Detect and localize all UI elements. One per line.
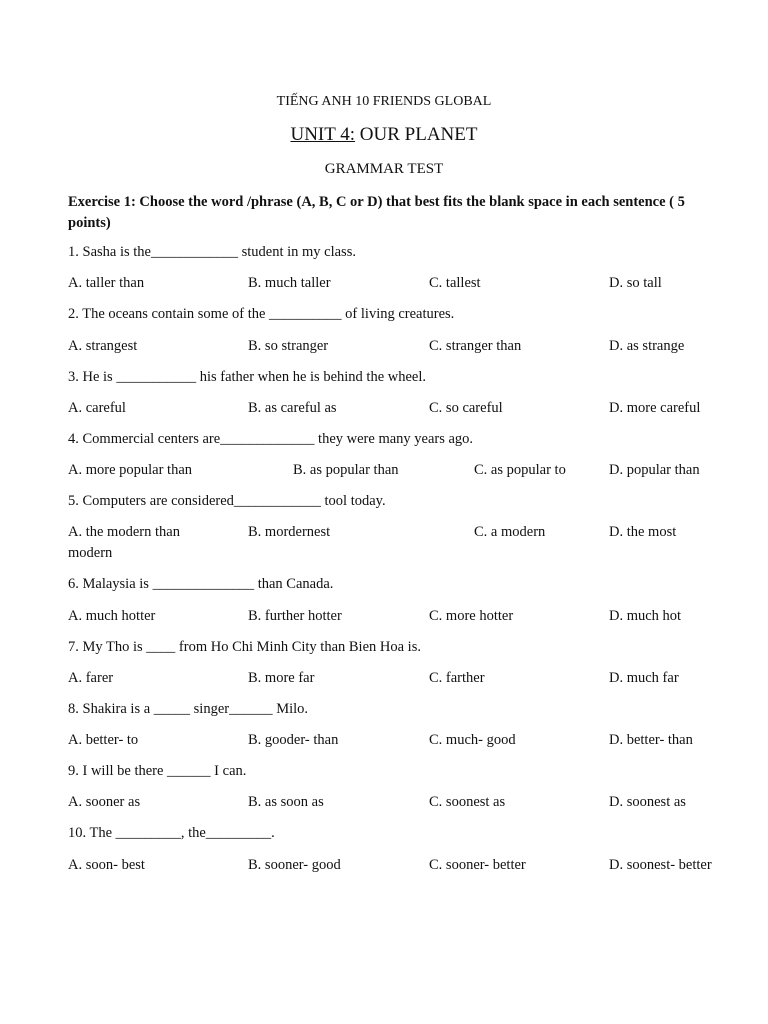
- option-2a: A. strangest: [68, 338, 138, 354]
- option-7a: A. farer: [68, 670, 114, 686]
- question-3: 3. He is ___________ his father when he is behind the wheel.: [68, 369, 426, 385]
- test-type-heading: GRAMMAR TEST: [324, 161, 444, 177]
- option-1c: C. tallest: [429, 275, 481, 291]
- unit-heading: [0, 124, 768, 146]
- question-5: 5. Computers are considered____________ tool today.: [68, 493, 386, 509]
- option-5d-line2: modern: [68, 545, 113, 561]
- question-4: 4. Commercial centers are_____________ they were many years ago.: [68, 431, 474, 447]
- option-8c: C. much- good: [429, 732, 516, 748]
- option-9c: C. soonest as: [429, 794, 506, 810]
- option-8d: D. better- than: [609, 732, 693, 748]
- option-10d: D. soonest- better: [609, 857, 712, 873]
- option-7d: D. much far: [609, 670, 679, 686]
- option-9a: A. sooner as: [68, 794, 141, 810]
- option-3a: A. careful: [68, 400, 126, 416]
- question-9: 9. I will be there ______ I can.: [68, 763, 247, 779]
- option-5c: C. a modern: [474, 524, 546, 540]
- option-2c: C. stranger than: [429, 338, 522, 354]
- option-4a: A. more popular than: [68, 462, 193, 478]
- option-4b: B. as popular than: [293, 462, 399, 478]
- option-8a: A. better- to: [68, 732, 139, 748]
- option-8b: B. gooder- than: [248, 732, 339, 748]
- option-3c: C. so careful: [429, 400, 503, 416]
- option-5d-line1: D. the most: [609, 524, 677, 540]
- option-3d: D. more careful: [609, 400, 701, 416]
- option-3b: B. as careful as: [248, 400, 337, 416]
- option-6c: C. more hotter: [429, 608, 514, 624]
- option-5a: A. the modern than: [68, 524, 180, 540]
- option-1b: B. much taller: [248, 275, 331, 291]
- option-9b: B. as soon as: [248, 794, 324, 810]
- question-2: 2. The oceans contain some of the __________ of living creatures.: [68, 306, 455, 322]
- option-1a: A. taller than: [68, 275, 145, 291]
- question-6: 6. Malaysia is ______________ than Canada.: [68, 576, 334, 592]
- option-6b: B. further hotter: [248, 608, 342, 624]
- option-5b: B. mordernest: [248, 524, 331, 540]
- option-7b: B. more far: [248, 670, 315, 686]
- question-1: 1. Sasha is the____________ student in my class.: [68, 244, 356, 260]
- option-10c: C. sooner- better: [429, 857, 526, 873]
- exercise-instruction: Exercise 1: Choose the word /phrase (A, B, C or D) that best fits the blank space in each sentence ( 5 points): [68, 194, 685, 231]
- option-4d: D. popular than: [609, 462, 700, 478]
- option-4c: C. as popular to: [474, 462, 566, 478]
- option-6d: D. much hot: [609, 608, 682, 624]
- question-8: 8. Shakira is a _____ singer______ Milo.: [68, 701, 309, 717]
- option-10b: B. sooner- good: [248, 857, 341, 873]
- question-7: 7. My Tho is ____ from Ho Chi Minh City than Bien Hoa is.: [68, 639, 421, 655]
- option-10a: A. soon- best: [68, 857, 145, 873]
- option-9d: D. soonest as: [609, 794, 686, 810]
- question-10: 10. The _________, the_________.: [68, 825, 275, 841]
- option-2d: D. as strange: [609, 338, 685, 354]
- option-2b: B. so stranger: [248, 338, 329, 354]
- option-7c: C. farther: [429, 670, 485, 686]
- option-1d: D. so tall: [609, 275, 662, 291]
- unit-number: UNIT 4:: [290, 124, 356, 145]
- subject-heading: TIẾNG ANH 10 FRIENDS GLOBAL: [276, 94, 492, 109]
- option-6a: A. much hotter: [68, 608, 156, 624]
- unit-title: OUR PLANET: [355, 124, 478, 145]
